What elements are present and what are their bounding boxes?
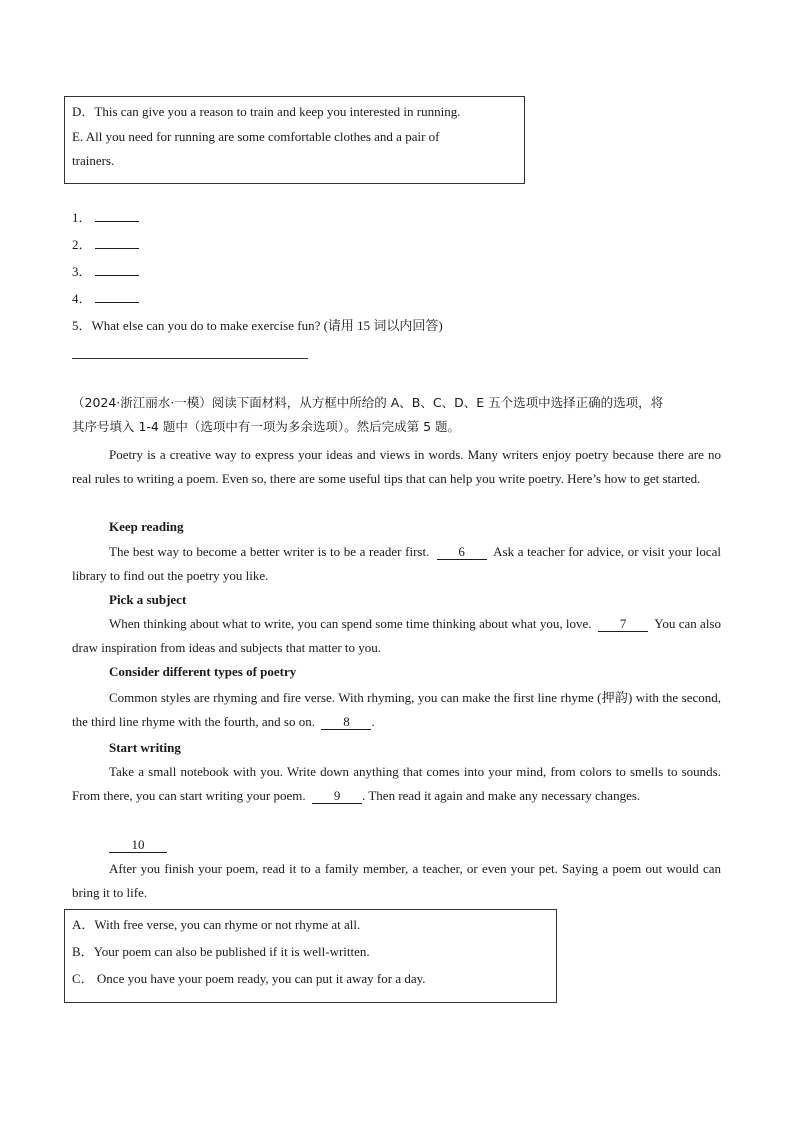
answer-line[interactable]	[95, 236, 139, 249]
answer-number: 3．	[72, 264, 92, 279]
passage-intro	[72, 443, 721, 491]
paragraph-text: After you finish your poem, read it to a family member, a teacher, or even your pet. Saying a poem out would can bring it to life.	[72, 861, 721, 900]
answer-line[interactable]	[95, 209, 139, 222]
paragraph-text: When thinking about what to write, you can spend some time thinking about what you, love.	[109, 616, 592, 631]
option-e-line1: E. All you need for running are some comfortable clothes and a pair of	[72, 129, 440, 144]
answer-4[interactable]	[72, 290, 139, 307]
heading-pick-a-subject: Pick a subject	[109, 592, 187, 607]
answer-line[interactable]	[95, 290, 139, 303]
answer-number: 2．	[72, 237, 92, 252]
answer-3[interactable]	[72, 263, 139, 280]
option-b: B．Your poem can also be published if it is well-written.	[72, 944, 370, 959]
heading-keep-reading: Keep reading	[109, 519, 184, 534]
option-d: D．This can give you a reason to train and keep you interested in running.	[72, 104, 461, 119]
paragraph-pick-a-subject	[72, 612, 721, 660]
answer-line[interactable]	[95, 263, 139, 276]
paragraph-text: Ask a teacher for advice, or visit your local library to find out the poetry you like.	[72, 544, 721, 583]
paragraph-text: You can also draw inspiration from ideas and subjects that matter to you.	[72, 616, 721, 655]
paragraph-text: Take a small notebook with you. Write down anything that comes into your mind, from colors to smells to sounds. From there, you can start writing your poem.	[72, 764, 721, 803]
paragraph-text: Common styles are rhyming and fire verse. With rhyming, you can make the first line rhyme (押韵) with the second, the third line rhyme with the fourth, and so on.	[72, 690, 721, 729]
option-c: C． Once you have your poem ready, you can put it away for a day.	[72, 971, 426, 986]
answer-2[interactable]	[72, 236, 139, 253]
heading-start-writing: Start writing	[109, 740, 181, 755]
blank-6[interactable]: 6	[437, 545, 487, 560]
blank-10-line	[109, 837, 167, 853]
blank-7[interactable]: 7	[598, 617, 648, 632]
blank-8[interactable]: 8	[321, 715, 371, 730]
paragraph-types-of-poetry	[72, 686, 721, 734]
instructions-line2: 其序号填入 1-4 题中（选项中有一项为多余选项）。然后完成第 5 题。	[72, 419, 461, 434]
answer-1[interactable]	[72, 209, 139, 226]
instructions-line1: （2024·浙江丽水·一模）阅读下面材料，从方框中所给的 A、B、C、D、E 五个选项中选择正确的选项，将	[72, 395, 664, 410]
blank-9[interactable]: 9	[312, 789, 362, 804]
paragraph-text: The best way to become a better writer is to be a reader first.	[109, 544, 430, 559]
passage-intro-text: Poetry is a creative way to express your ideas and views in words. Many writers enjoy poetry because there are no real rules to writing a poem. Even so, there are some useful tips that can help you write poetry. Here’s how to get started.	[72, 447, 721, 486]
paragraph-keep-reading	[72, 540, 721, 588]
question-5-answer-line[interactable]	[72, 358, 308, 359]
paragraph-text: .	[371, 714, 375, 729]
answer-number: 1．	[72, 210, 92, 225]
option-a: A．With free verse, you can rhyme or not rhyme at all.	[72, 917, 361, 932]
answer-number: 4．	[72, 291, 92, 306]
option-e-line2: trainers.	[72, 153, 115, 168]
paragraph-start-writing	[72, 760, 721, 808]
paragraph-final	[72, 857, 721, 905]
question-5: 5．What else can you do to make exercise fun? (请用 15 词以内回答)	[72, 318, 443, 333]
heading-types-of-poetry: Consider different types of poetry	[109, 664, 297, 679]
blank-10[interactable]: 10	[109, 838, 167, 853]
paragraph-text: . Then read it again and make any necessary changes.	[362, 788, 641, 803]
